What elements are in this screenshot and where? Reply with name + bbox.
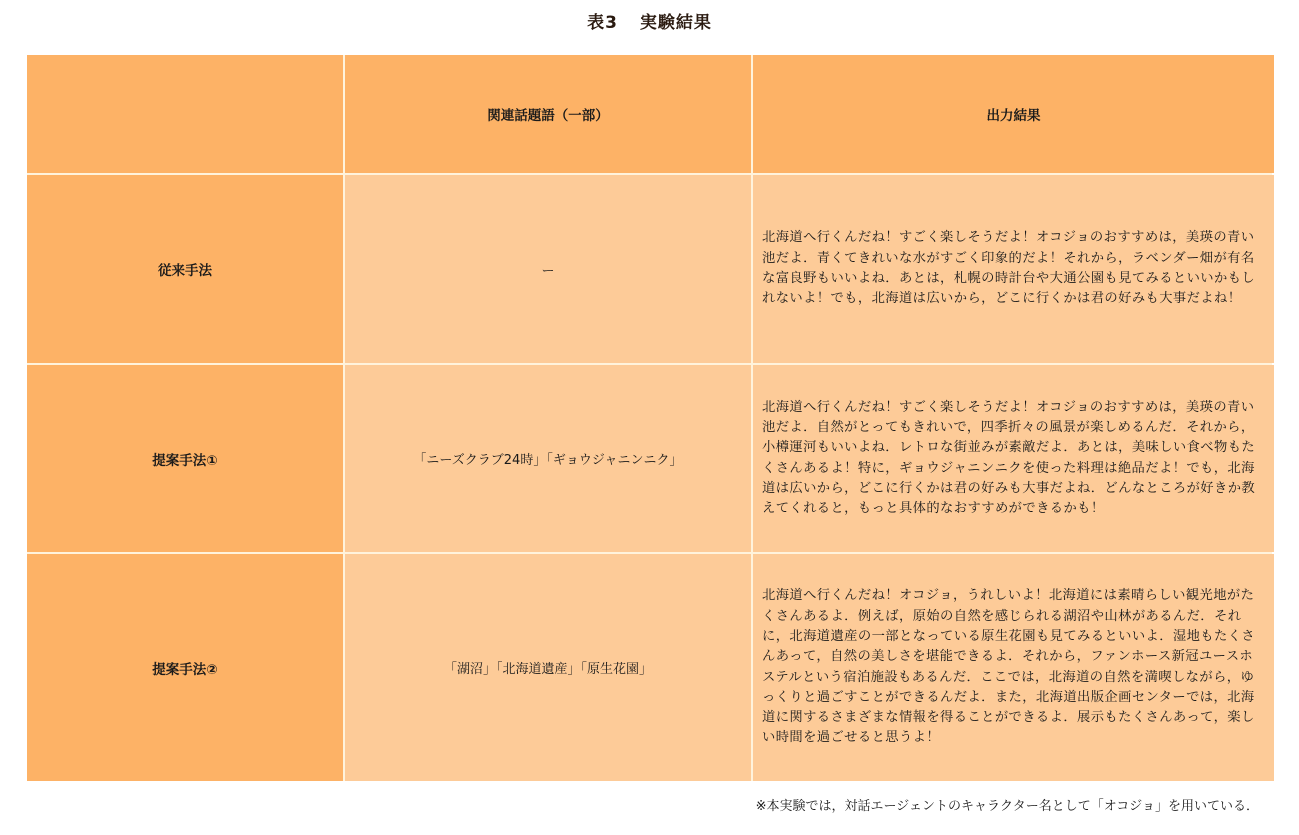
header-empty-cell <box>27 55 343 173</box>
output-text: 北海道へ行くんだね！すごく楽しそうだよ！オコジョのおすすめは，美瑛の青い池だよ．青くてきれいな水がすごく印象的だよ！それから，ラベンダー畑が有名な富良野もいいよね．あとは，札幌の時計台や大通公園も見てみるといいかもしれないよ！でも，北海道は広いから，どこに行くかは君の好みも大事だよね！ <box>762 230 1256 307</box>
row-label-conventional: 従来手法 <box>27 175 343 363</box>
row-label-proposed-2: 提案手法② <box>27 554 343 781</box>
header-output: 出力結果 <box>753 55 1274 173</box>
row-keywords-proposed-1: 「ニーズクラブ24時」「ギョウジャニンニク」 <box>345 365 751 552</box>
row-label-proposed-1: 提案手法① <box>27 365 343 552</box>
output-text: 北海道へ行くんだね！すごく楽しそうだよ！オコジョのおすすめは，美瑛の青い池だよ．自然がとってもきれいで，四季折々の風景が楽しめるんだ．それから，小樽運河もいいよね．レトロな街並みが素敵だよ．あとは，美味しい食べ物もたくさんあるよ！特に，ギョウジャニンニクを使った料理は絶品だよ！でも，北海道は広いから，どこに行くかは君の好みも大事だよね．どんなところが好きか教えてくれると，もっと具体的なおすすめができるかも！ <box>762 399 1256 517</box>
row-output-conventional <box>753 175 1274 363</box>
output-text: 北海道へ行くんだね！オコジョ，うれしいよ！北海道には素晴らしい観光地がたくさんあるよ．例えば，原始の自然を感じられる湖沼や山林があるんだ．それに，北海道遺産の一部となっている原生花園も見てみるといいよ．湿地もたくさんあって，自然の美しさを堪能できるよ．それから，ファンホース新冠ユースホステルという宿泊施設もあるんだ．ここでは，北海道の自然を満喫しながら，ゆっくりと過ごすことができるんだよ．また，北海道出版企画センターでは，北海道に関するさまざまな情報を得ることができるよ．展示もたくさんあって，楽しい時間を過ごせると思うよ！ <box>762 588 1256 746</box>
footnote: ※本実験では，対話エージェントのキャラクター名として「オコジョ」を用いている． <box>755 799 1259 814</box>
table-caption <box>0 8 1299 33</box>
header-keywords: 関連話題語（一部） <box>345 55 751 173</box>
table-title: 実験結果 <box>639 13 712 33</box>
row-keywords-conventional: ー <box>345 175 751 363</box>
results-table <box>27 55 1272 781</box>
row-output-proposed-1 <box>753 365 1274 552</box>
table-number: 表3 <box>587 13 618 33</box>
row-keywords-proposed-2: 「湖沼」「北海道遺産」「原生花園」 <box>345 554 751 781</box>
row-output-proposed-2 <box>753 554 1274 781</box>
